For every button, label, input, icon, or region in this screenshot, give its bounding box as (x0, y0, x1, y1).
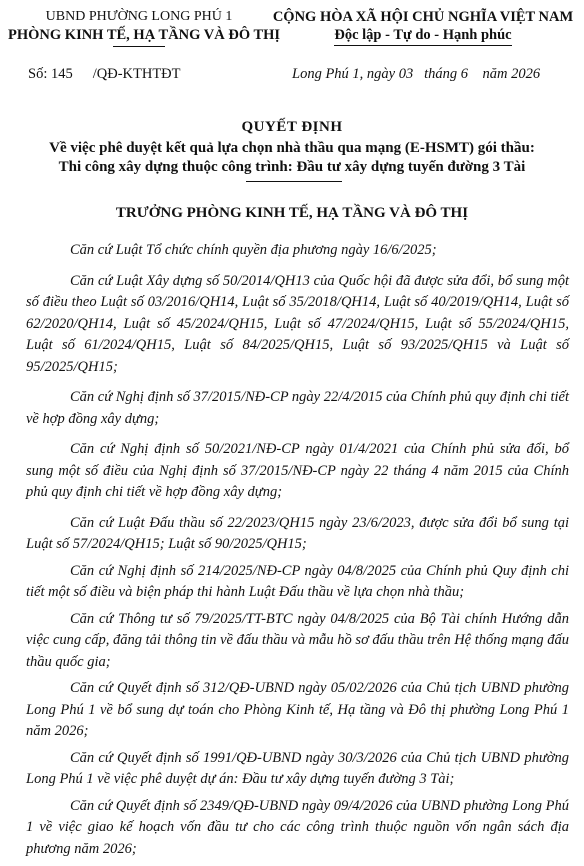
document-number-prefix: Số: 145 (28, 66, 73, 82)
issuing-agency-block (8, 8, 281, 47)
national-heading-block (270, 8, 576, 46)
document-title: QUYẾT ĐỊNH (241, 119, 343, 135)
issuing-office-name: PHÒNG KINH TẾ, HẠ TẦNG VÀ ĐÔ THỊ (8, 27, 281, 43)
preamble-paragraph: Căn cứ Luật Tổ chức chính quyền địa phương ngày 16/6/2025; (70, 242, 437, 258)
document-subject (0, 139, 584, 177)
preamble-paragraph: Căn cứ Quyết định số 1991/QĐ-UBND ngày 30/3/2026 của Chủ tịch UBND phường Long Phú 1 về việc phê duyệt dự án: Đầu tư xây dựng tuyến đường 3 Tài; (26, 749, 569, 787)
document-number (28, 66, 181, 83)
parent-agency-name: UBND PHƯỜNG LONG PHÚ 1 (45, 9, 233, 24)
preamble-paragraph: Căn cứ Thông tư số 79/2025/TT-BTC ngày 04/8/2025 của Bộ Tài chính Hướng dẫn việc cung cấp, đăng tải thông tin về đấu thầu và mẫu hồ sơ đấu thầu trên Hệ thống mạng đấu thầu quốc gia; (26, 610, 569, 670)
preamble-paragraph: Căn cứ Nghị định số 37/2015/NĐ-CP ngày 22/4/2015 của Chính phủ quy định chi tiết về hợp đồng xây dựng; (26, 389, 570, 427)
preamble-paragraph: Căn cứ Quyết định số 312/QĐ-UBND ngày 05/02/2026 của Chủ tịch UBND phường Long Phú 1 về bổ sung dự toán cho Phòng Kinh tế, Hạ tầng và Đô thị phường Long Phú 1 năm 2026; (26, 680, 569, 739)
preamble-paragraph: Căn cứ Nghị định số 214/2025/NĐ-CP ngày 04/8/2025 của Chính phủ Quy định chi tiết một số điều và biện pháp thi hành Luật Đấu thầu về lựa chọn nhà thầu; (26, 562, 569, 600)
preamble-paragraph: Căn cứ Luật Đấu thầu số 22/2023/QH15 ngày 23/6/2023, được sửa đổi bổ sung tại Luật số 57/2024/QH15; Luật số 90/2025/QH15; (26, 514, 569, 552)
agency-underline (113, 46, 165, 47)
preamble-paragraph: Căn cứ Quyết định số 2349/QĐ-UBND ngày 09/4/2026 của UBND phường Long Phú 1 về việc giao kế hoạch vốn đầu tư cho các công trình thuộc nguồn vốn ngân sách địa phương năm 2026; (26, 797, 569, 857)
subject-line-1: Về việc phê duyệt kết quả lựa chọn nhà thầu qua mạng (E-HSMT) gói thầu: (49, 140, 535, 156)
national-motto: Độc lập - Tự do - Hạnh phúc (334, 26, 511, 46)
document-number-suffix: /QĐ-KTHTĐT (92, 66, 181, 82)
preamble-paragraph: Căn cứ Luật Xây dựng số 50/2014/QH13 của Quốc hội đã được sửa đổi, bổ sung một số điều theo Luật số 03/2016/QH14, Luật số 35/2018/QH14, Luật số 40/2019/QH14, Luật số 62/2020/QH14, Luật số 45/2024/QH15, Luật số 47/2024/QH15, Luật số 55/2024/QH15, Luật số 61/2024/QH15, Luật số 84/2025/QH15, Luật số 93/2025/QH15 và Luật số 95/2025/QH15; (26, 272, 569, 375)
national-title: CỘNG HÒA XÃ HỘI CHỦ NGHĨA VIỆT NAM (272, 9, 574, 25)
place-and-date: Long Phú 1, ngày 03 tháng 6 năm 2026 (292, 66, 541, 82)
subject-line-2: Thi công xây dựng thuộc công trình: Đầu tư xây dựng tuyến đường 3 Tài (58, 159, 526, 175)
preamble-paragraph: Căn cứ Nghị định số 50/2021/NĐ-CP ngày 01/4/2021 của Chính phủ sửa đổi, bổ sung một số điều của Nghị định số 37/2015/NĐ-CP ngày 22 tháng 4 năm 2015 của Chính phủ quy định chi tiết về hợp đồng xây dựng; (26, 441, 569, 500)
preamble (26, 240, 569, 865)
issuing-authority-heading: TRƯỞNG PHÒNG KINH TẾ, HẠ TẦNG VÀ ĐÔ THỊ (115, 205, 469, 221)
subject-underline (246, 181, 342, 182)
